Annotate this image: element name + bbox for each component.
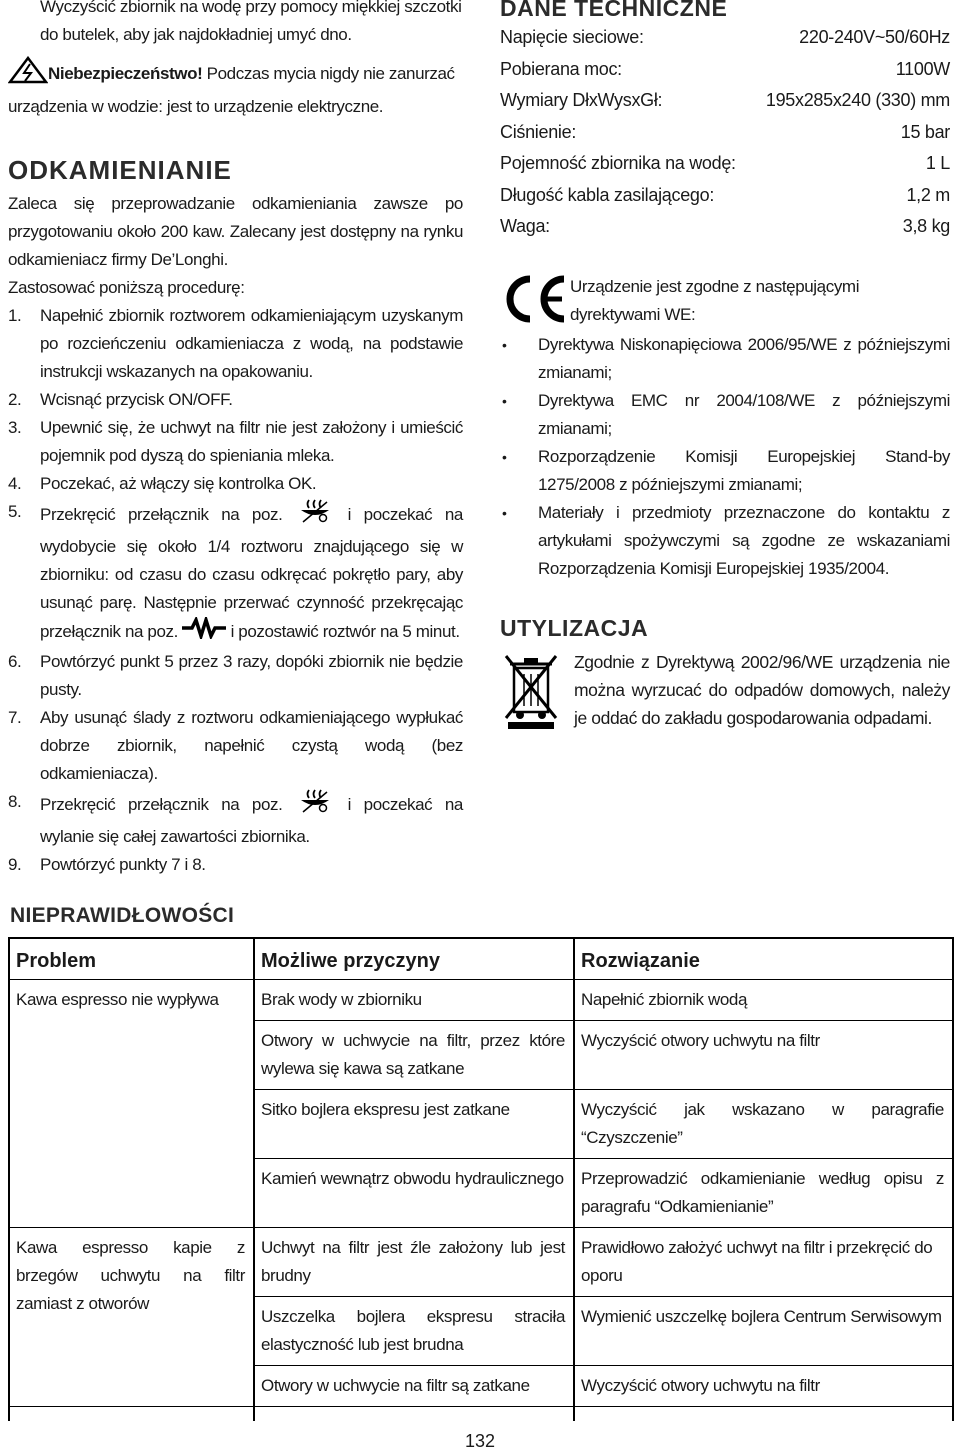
spec-label: Pojemność zbiornika na wodę: bbox=[500, 153, 736, 173]
cause-cell: Uchwyt na filtr jest źle założony lub jest brudny bbox=[253, 1228, 573, 1297]
cause-cell: Otwory w uchwycie na filtr są zatkane bbox=[253, 1366, 573, 1407]
spec-value: 3,8 kg bbox=[902, 216, 950, 236]
column-header-solution: Rozwiązanie bbox=[573, 937, 952, 980]
cause-cell: Otwory w uchwycie na filtr, przez które wylewa się kawa są zatkane bbox=[253, 1021, 573, 1090]
spec-label: Ciśnienie: bbox=[500, 121, 577, 142]
steps-list bbox=[8, 302, 463, 879]
step-8 bbox=[8, 788, 463, 851]
table-header-row bbox=[8, 937, 952, 980]
step-text: Napełnić zbiornik roztworem odkamieniającym uzyskanym po rozcieńczeniu odkamieniacza z wodą, na podstawie instrukcji wskazanych na opakowaniu. bbox=[40, 306, 463, 381]
cause-cell: Kamień wewnątrz obwodu hydraulicznego bbox=[253, 1159, 573, 1228]
spec-label: Wymiary DłxWysxGł: bbox=[500, 90, 663, 110]
spec-row bbox=[500, 22, 950, 54]
solution-cell: Prawidłowo założyć uchwyt na filtr i przekręcić do oporu bbox=[573, 1228, 952, 1297]
decalcify-intro: Zaleca się przeprowadzanie odkamieniania zawsze po przygotowaniu około 200 kaw. Zalecany jest dostępny na rynku odkamieniacz firmy De’Longhi. bbox=[8, 194, 463, 269]
troubleshooting-table bbox=[8, 937, 952, 1407]
step-4 bbox=[8, 470, 463, 498]
solution-cell: Wyczyścić otwory uchwytu na filtr bbox=[573, 1021, 952, 1090]
procedure-intro: Zastosować poniższą procedurę: bbox=[8, 278, 245, 297]
decalcify-heading: ODKAMIENIANIE bbox=[8, 155, 232, 185]
directive-item: • Materiały i przedmioty przeznaczone do kontaktu z artykułami spożywczymi są zgodne ze wskazaniami Rozporządzenia Komisji Europejskiej 1935/2004. bbox=[500, 499, 950, 583]
spec-row bbox=[500, 117, 950, 149]
solution-cell: Przeprowadzić odkamienianie według opisu z paragrafu “Odkamienianie” bbox=[573, 1159, 952, 1228]
step-7 bbox=[8, 704, 463, 788]
step-text: i poczekać na wylanie się całej zawartości zbiornika. bbox=[40, 794, 463, 846]
step-num: 4. bbox=[8, 474, 22, 493]
step-text: Poczekać, aż włączy się kontrolka OK. bbox=[40, 474, 317, 493]
left-column bbox=[8, 0, 463, 879]
spec-row bbox=[500, 148, 950, 180]
disposal-text: Zgodnie z Dyrektywą 2002/96/WE urządzenia nie można wyrzucać do odpadów domowych, należy je oddać do zakładu gospodarowania odpadami. bbox=[574, 651, 950, 728]
cause-cell: Sitko bojlera ekspresu jest zatkane bbox=[253, 1090, 573, 1159]
danger-text: Podczas mycia nigdy nie zanurzać urządzenia w wodzie: jest to urządzenie elektryczne. bbox=[8, 63, 455, 116]
disposal-heading: UTYLIZACJA bbox=[500, 614, 649, 641]
directive-item: • Dyrektywa EMC nr 2004/108/WE z późniejszymi zmianami; bbox=[500, 387, 950, 443]
cause-cell: Brak wody w zbiorniku bbox=[253, 980, 573, 1021]
spec-row bbox=[500, 85, 950, 117]
solution-cell: Wyczyścić otwory uchwytu na filtr bbox=[573, 1366, 952, 1407]
directive-item: • Dyrektywa Niskonapięciowa 2006/95/WE z późniejszymi zmianami; bbox=[500, 331, 950, 387]
step-num: 1. bbox=[8, 306, 22, 325]
spec-label: Waga: bbox=[500, 216, 550, 236]
spec-label: Napięcie sieciowe: bbox=[500, 27, 644, 47]
spec-value: 1,2 m bbox=[906, 184, 950, 205]
cause-cell: Uszczelka bojlera ekspresu straciła elastyczność lub jest brudna bbox=[253, 1297, 573, 1366]
warning-icon bbox=[8, 56, 48, 93]
step-text: Powtórzyć punkty 7 i 8. bbox=[40, 855, 206, 874]
hot-water-position-icon bbox=[182, 617, 226, 648]
step-num: 5. bbox=[8, 502, 22, 521]
step-num: 9. bbox=[8, 855, 22, 874]
spec-label: Pobierana moc: bbox=[500, 58, 622, 79]
steam-position-icon bbox=[295, 788, 335, 823]
directives-list bbox=[500, 331, 950, 583]
table-row bbox=[8, 1228, 952, 1297]
step-text: Przekręcić przełącznik na poz. bbox=[40, 794, 283, 814]
spec-value: 220-240V~50/60Hz bbox=[799, 27, 950, 47]
step-text: Wcisnąć przycisk ON/OFF. bbox=[40, 390, 233, 409]
step-6 bbox=[8, 648, 463, 704]
step-3 bbox=[8, 414, 463, 470]
ce-block bbox=[500, 273, 950, 583]
page-number: 132 bbox=[464, 1431, 496, 1451]
step-9 bbox=[8, 851, 463, 879]
step-text: Przekręcić przełącznik na poz. bbox=[40, 504, 283, 524]
spec-list bbox=[500, 22, 950, 243]
step-2 bbox=[8, 386, 463, 414]
intro-text bbox=[8, 0, 463, 49]
table-right-border bbox=[952, 937, 954, 1421]
step-text: i poczekać na wydobycie się około 1/4 roztworu znajdującego się w zbiorniku: od czasu do czasu odkręcać pokrętło pary, aby usunąć parę. Następnie przerwać czynność przekręcając przełącznik na poz. bbox=[40, 504, 463, 641]
column-header-problem: Problem bbox=[8, 937, 253, 980]
spec-value: 1 L bbox=[925, 153, 950, 173]
spec-row bbox=[500, 211, 950, 243]
problem-cell: Kawa espresso nie wypływa bbox=[8, 980, 253, 1228]
intro-line-2: do butelek, aby jak najdokładniej umyć dno. bbox=[40, 25, 352, 44]
directive-item: • Rozporządzenie Komisji Europejskiej Stand-by 1275/2008 z późniejszymi zmianami; bbox=[500, 443, 950, 499]
ce-mark-logo bbox=[500, 273, 570, 330]
danger-label: Niebezpieczeństwo! bbox=[48, 63, 203, 83]
spec-row bbox=[500, 180, 950, 212]
step-num: 8. bbox=[8, 792, 22, 811]
solution-cell: Wymienić uszczelkę bojlera Centrum Serwisowym bbox=[573, 1297, 952, 1366]
spec-label: Długość kabla zasilającego: bbox=[500, 184, 715, 205]
right-column bbox=[500, 0, 950, 732]
step-num: 6. bbox=[8, 652, 22, 671]
spec-row bbox=[500, 54, 950, 86]
spec-value: 1100W bbox=[895, 58, 950, 79]
step-text: Upewnić się, że uchwyt na filtr nie jest założony i umieścić pojemnik pod dyszą do spieniania mleka. bbox=[40, 418, 463, 465]
troubleshooting-heading: NIEPRAWIDŁOWOŚCI bbox=[10, 904, 235, 927]
disposal-block bbox=[500, 648, 950, 732]
step-text: Aby usunąć ślady z roztworu odkamieniającego wypłukać dobrze zbiornik, napełnić czystą wodą (bez odkamieniacza). bbox=[40, 708, 463, 783]
ce-text: Urządzenie jest zgodne z następującymi dyrektywami WE: bbox=[570, 276, 860, 324]
step-5 bbox=[8, 498, 463, 648]
danger-warning bbox=[8, 56, 463, 121]
solution-cell: Napełnić zbiornik wodą bbox=[573, 980, 952, 1021]
step-text: Powtórzyć punkt 5 przez 3 razy, dopóki zbiornik nie będzie pusty. bbox=[40, 652, 463, 699]
column-header-causes: Możliwe przyczyny bbox=[253, 937, 573, 980]
step-text: i pozostawić roztwór na 5 minut. bbox=[230, 621, 460, 641]
table-row bbox=[8, 980, 952, 1021]
weee-bin-icon bbox=[500, 648, 562, 735]
steam-position-icon bbox=[295, 498, 335, 533]
problem-cell: Kawa espresso kapie z brzegów uchwytu na filtr zamiast z otworów bbox=[8, 1228, 253, 1407]
solution-cell: Wyczyścić jak wskazano w paragrafie “Czyszczenie” bbox=[573, 1090, 952, 1159]
step-1 bbox=[8, 302, 463, 386]
step-num: 3. bbox=[8, 418, 22, 437]
step-num: 7. bbox=[8, 708, 22, 727]
spec-value: 15 bar bbox=[900, 121, 950, 142]
tech-data-heading: DANE TECHNICZNE bbox=[500, 0, 728, 21]
intro-line-1: Wyczyścić zbiornik na wodę przy pomocy miękkiej szczotki bbox=[40, 0, 462, 16]
step-num: 2. bbox=[8, 390, 22, 409]
spec-value: 195x285x240 (330) mm bbox=[765, 90, 950, 110]
